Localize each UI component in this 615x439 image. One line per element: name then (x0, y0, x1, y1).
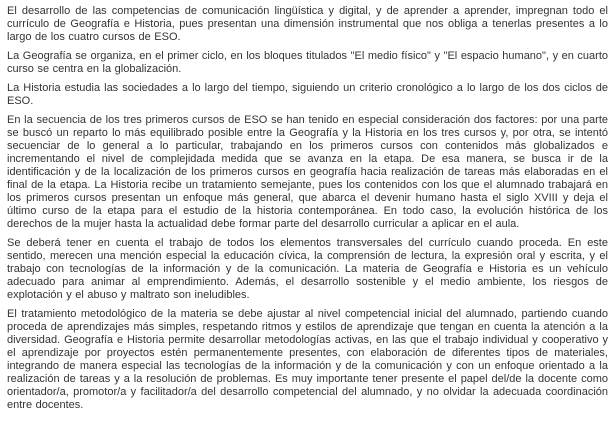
paragraph-geografia: La Geografía se organiza, en el primer ciclo, en los bloques titulados "El medio físico" y "El espacio humano", y en cuarto curso se centra en la globalización. (7, 50, 608, 75)
paragraph-metodologia: El tratamiento metodológico de la materia se debe ajustar al nivel competencial inicial del alumnado, partiendo cuando proceda de aprendizajes más simples, respetando ritmos y estilos de aprendizaje que tengan en cuenta la atención a la diversidad. Geografía e Historia permite desarrollar metodologías activas, en las que el trabajo individual y cooperativo y el aprendizaje por proyectos estén permanentemente presentes, con elaboración de diferentes tipos de materiales, integrando de manera especial las tecnologías de la información y de la comunicación y con un enfoque orientado a la realización de tareas y a la resolución de problemas. Es muy importante tener presente el papel del/de la docente como orientador/a, promotor/a y facilitador/a del desarrollo competencial del alumnado, y no olvidar la adecuada coordinación entre docentes. (7, 308, 608, 411)
paragraph-competencias: El desarrollo de las competencias de comunicación lingüística y digital, y de aprender a aprender, impregnan todo el currículo de Geografía e Historia, pues presentan una dimensión instrumental que nos obliga a tenerlas presentes a lo largo de los cuatro cursos de ESO. (7, 5, 608, 43)
paragraph-historia: La Historia estudia las sociedades a lo largo del tiempo, siguiendo un criterio cronológico a lo largo de los dos ciclos de ESO. (7, 82, 608, 107)
paragraph-transversales: Se deberá tener en cuenta el trabajo de todos los elementos transversales del currículo cuando proceda. En este sentido, merecen una mención especial la educación cívica, la comprensión de lectura, la expresión oral y escrita, y el trabajo con tecnologías de la información y de la comunicación. La materia de Geografía e Historia es un vehículo adecuado para animar al emprendimiento. Además, el desarrollo sostenible y el medio ambiente, los riesgos de explotación y el abuso y maltrato son ineludibles. (7, 237, 608, 301)
paragraph-secuencia: En la secuencia de los tres primeros cursos de ESO se han tenido en especial consideración dos factores: por una parte se buscó un reparto lo más equilibrado posible entre la Geografía y la Historia en los tres cursos y, por otra, se intentó secuenciar de lo general a lo particular, trabajando en los primeros cursos con contenidos más globalizados e incrementando el nivel de complejidada medida que se avanza en la etapa. De esa manera, se busca ir de la identificación y de la localización de los primeros cursos en geografía hacia realización de tareas más elaboradas en el final de la etapa. La Historia recibe un tratamiento semejante, pues los contenidos con los que el alumnado trabajará en los primeros cursos presentan un enfoque más general, que abarca el devenir humano hasta el siglo XVIII y deja el último curso de la etapa para el estudio de la historia contemporánea. En todo caso, la evolución histórica de los derechos de la mujer hasta la actualidad debe formar parte del desarrollo curricular a aplicar en el aula. (7, 114, 608, 230)
